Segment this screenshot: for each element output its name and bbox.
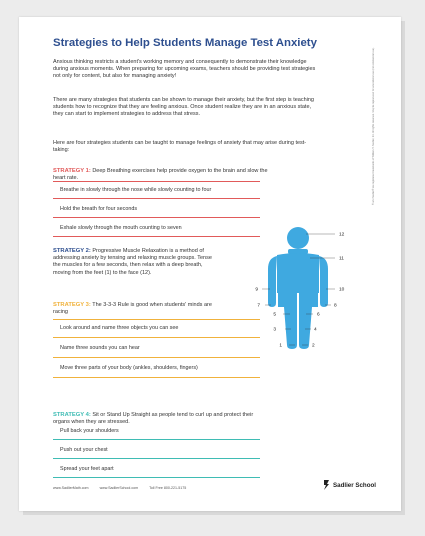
body-diagram: [240, 225, 360, 350]
body-silhouette: [268, 227, 328, 349]
footer-phone: Toll Free 800-221-5175: [149, 486, 187, 490]
strategy-3-divider: [53, 319, 260, 320]
strategy-2-text: Progressive Muscle Relaxation is a method of addressing anxiety by tensing and relaxing muscle groups. Tense the muscles for a few seconds, then relax with a deep breath, moving from the feet (1) to the face (12).: [53, 248, 212, 276]
footer-site-math[interactable]: www.SadlierMath.com: [53, 486, 89, 490]
strategy-3: [53, 302, 218, 316]
strategy-2: [53, 248, 218, 277]
logo-text: Sadlier School: [333, 481, 376, 489]
sadlier-logo: [323, 480, 376, 490]
strategy-3-label: STRATEGY 3:: [53, 302, 91, 308]
strategy-1-item-1: Breathe in slowly through the nose while slowly counting to four: [60, 187, 212, 193]
strategy-3-divider: [53, 357, 260, 358]
intro-paragraph-1: Anxious thinking restricts a student's working memory and consequently to demonstrate their knowledge during anxious moments. When preparing for upcoming exams, teachers should be providing test strategies not only for content, but also for managing anxiety!: [53, 59, 316, 80]
callout-label-7: 7: [257, 303, 260, 309]
strategy-4-label: STRATEGY 4:: [53, 412, 91, 418]
callout-label-11: 11: [339, 256, 344, 262]
callout-label-2: 2: [312, 343, 315, 349]
strategy-1-label: STRATEGY 1:: [53, 168, 91, 174]
callout-label-10: 10: [339, 287, 345, 293]
strategy-4-item-3: Spread your feet apart: [60, 466, 114, 472]
sadlier-logo-icon: [323, 480, 330, 490]
strategy-4-item-1: Pull back your shoulders: [60, 428, 119, 434]
callout-label-3: 3: [273, 327, 276, 333]
callout-label-4: 4: [314, 327, 317, 333]
footer-links: [53, 486, 196, 490]
strategy-4-divider: [53, 439, 260, 440]
strategy-3-divider: [53, 377, 260, 378]
strategy-3-item-1: Look around and name three objects you can see: [60, 325, 179, 331]
strategy-4-text: Sit or Stand Up Straight as people tend to curl up and protect their organs when they are stressed.: [53, 412, 254, 426]
strategy-1-item-3: Exhale slowly through the mouth counting to seven: [60, 225, 182, 231]
strategy-3-item-2: Name three sounds you can hear: [60, 345, 140, 351]
strategy-1-item-2: Hold the breath for four seconds: [60, 206, 138, 212]
intro-paragraph-3: Here are four strategies students can be taught to manage feelings of anxiety that may arise during test-taking:: [53, 140, 307, 154]
strategy-3-text: The 3-3-3 Rule is good when students' minds are racing: [53, 302, 212, 316]
strategy-3-item-3: Move three parts of your body (ankles, shoulders, fingers): [60, 365, 198, 371]
callout-label-6: 6: [317, 312, 320, 318]
callout-label-12: 12: [339, 232, 345, 238]
strategy-1-text: Deep Breathing exercises help provide oxygen to the brain and slow the heart rate.: [53, 168, 268, 182]
intro-paragraph-2: There are many strategies that students can be shown to manage their anxiety, but the first step is teaching students how to recognize that they are feeling anxious. Once student realize they are in an anxious state, they can start to implement strategies to address that stress.: [53, 97, 314, 118]
footer-site-school[interactable]: www.SadlierSchool.com: [99, 486, 139, 490]
strategy-4-divider: [53, 477, 260, 478]
page-title: Strategies to Help Students Manage Test Anxiety: [53, 37, 317, 49]
strategy-1-divider: [53, 181, 260, 182]
strategy-3-divider: [53, 337, 260, 338]
copyright-notice: ® and Sadlier® are registered trademarks of William H. Sadlier, Inc. All rights reserved. May be reproduced for educational use (not commercial use).: [372, 47, 375, 205]
strategy-1-divider: [53, 236, 260, 237]
callout-label-1: 1: [279, 343, 282, 349]
muscle-relaxation-figure: [240, 225, 360, 350]
callout-label-5: 5: [273, 312, 276, 318]
callout-label-9: 9: [255, 287, 258, 293]
strategy-1-divider: [53, 217, 260, 218]
strategy-1-divider: [53, 198, 260, 199]
strategy-4-divider: [53, 458, 260, 459]
callout-label-8: 8: [334, 303, 337, 309]
strategy-4: [53, 412, 263, 426]
strategy-2-label: STRATEGY 2:: [53, 248, 91, 254]
strategy-4-item-2: Push out your chest: [60, 447, 108, 453]
